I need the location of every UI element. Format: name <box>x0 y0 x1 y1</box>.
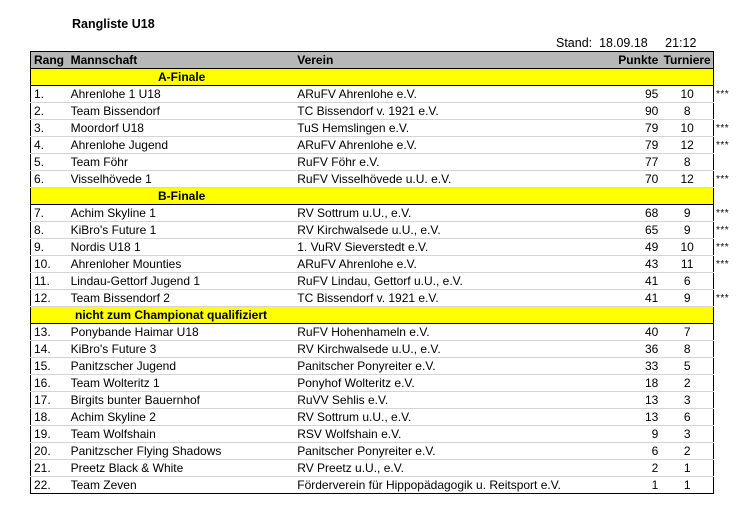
cell-rang: 4. <box>31 137 68 154</box>
cell-turniere: 10 <box>661 120 713 137</box>
cell-mannschaft: Ahrenlohe Jugend <box>68 137 295 154</box>
cell-verein: TC Bissendorf v. 1921 e.V. <box>294 290 601 307</box>
section-label: A-Finale <box>31 69 714 86</box>
table-row <box>31 290 714 307</box>
stand-time: 21:12 <box>665 36 697 50</box>
cell-verein: ARuFV Ahrenlohe e.V. <box>294 137 601 154</box>
qualified-mark: *** <box>716 292 730 304</box>
cell-verein: ARuFV Ahrenlohe e.V. <box>294 256 601 273</box>
cell-punkte: 6 <box>601 443 661 460</box>
cell-verein: RV Sottrum u.U., e.V. <box>294 205 601 222</box>
cell-rang: 15. <box>31 358 68 375</box>
table-row <box>31 222 714 239</box>
cell-punkte: 2 <box>601 460 661 477</box>
cell-verein: Ponyhof Wolteritz e.V. <box>294 375 601 392</box>
cell-turniere: 1 <box>661 460 713 477</box>
table-row <box>31 358 714 375</box>
cell-punkte: 95 <box>601 86 661 103</box>
cell-turniere: 10 <box>661 239 713 256</box>
cell-turniere: 10 <box>661 86 713 103</box>
cell-rang: 12. <box>31 290 68 307</box>
cell-punkte: 49 <box>601 239 661 256</box>
cell-verein: Panitscher Ponyreiter e.V. <box>294 443 601 460</box>
table-row <box>31 392 714 409</box>
table-row <box>31 154 714 171</box>
cell-turniere: 5 <box>661 358 713 375</box>
qualified-mark: *** <box>716 88 730 100</box>
cell-turniere: 2 <box>661 443 713 460</box>
cell-punkte: 40 <box>601 324 661 341</box>
cell-rang: 21. <box>31 460 68 477</box>
cell-verein: RV Kirchwalsede u.U., e.V. <box>294 341 601 358</box>
cell-rang: 5. <box>31 154 68 171</box>
cell-punkte: 9 <box>601 426 661 443</box>
table-row <box>31 120 714 137</box>
cell-mannschaft: Team Wolteritz 1 <box>68 375 295 392</box>
table-row <box>31 256 714 273</box>
cell-mannschaft: Preetz Black & White <box>68 460 295 477</box>
cell-mannschaft: Visselhövede 1 <box>68 171 295 188</box>
qualified-mark: *** <box>716 173 730 185</box>
stand-label: Stand: <box>556 36 593 50</box>
cell-verein: TuS Hemslingen e.V. <box>294 120 601 137</box>
cell-mannschaft: Ponybande Haimar U18 <box>68 324 295 341</box>
cell-turniere: 8 <box>661 341 713 358</box>
cell-rang: 20. <box>31 443 68 460</box>
qualified-mark: *** <box>716 207 730 219</box>
table-row <box>31 409 714 426</box>
cell-turniere: 9 <box>661 222 713 239</box>
cell-rang: 14. <box>31 341 68 358</box>
cell-punkte: 68 <box>601 205 661 222</box>
cell-mannschaft: Team Zeven <box>68 477 295 494</box>
cell-turniere: 3 <box>661 392 713 409</box>
qualified-mark: *** <box>716 258 730 270</box>
table-row <box>31 426 714 443</box>
cell-mannschaft: Panitzscher Flying Shadows <box>68 443 295 460</box>
cell-verein: RuVV Sehlis e.V. <box>294 392 601 409</box>
cell-rang: 19. <box>31 426 68 443</box>
cell-mannschaft: Achim Skyline 2 <box>68 409 295 426</box>
table-row <box>31 477 714 494</box>
cell-mannschaft: Achim Skyline 1 <box>68 205 295 222</box>
qualified-mark: *** <box>716 224 730 236</box>
section-row <box>31 188 714 205</box>
cell-verein: RSV Wolfshain e.V. <box>294 426 601 443</box>
cell-punkte: 1 <box>601 477 661 494</box>
cell-rang: 22. <box>31 477 68 494</box>
cell-rang: 10. <box>31 256 68 273</box>
header-mannschaft: Mannschaft <box>68 52 295 69</box>
cell-punkte: 18 <box>601 375 661 392</box>
header-turniere: Turniere <box>661 52 713 69</box>
cell-rang: 1. <box>31 86 68 103</box>
qualified-mark: *** <box>716 122 730 134</box>
cell-punkte: 13 <box>601 409 661 426</box>
cell-mannschaft: Birgits bunter Bauernhof <box>68 392 295 409</box>
cell-verein: RuFV Lindau, Gettorf u.U., e.V. <box>294 273 601 290</box>
cell-turniere: 12 <box>661 137 713 154</box>
cell-mannschaft: Team Bissendorf <box>68 103 295 120</box>
cell-turniere: 12 <box>661 171 713 188</box>
cell-turniere: 9 <box>661 290 713 307</box>
stand-date: 18.09.18 <box>599 36 648 50</box>
cell-mannschaft: Team Föhr <box>68 154 295 171</box>
cell-punkte: 90 <box>601 103 661 120</box>
cell-mannschaft: Panitzscher Jugend <box>68 358 295 375</box>
cell-turniere: 8 <box>661 154 713 171</box>
cell-verein: Förderverein für Hippopädagogik u. Reitsport e.V. <box>294 477 601 494</box>
cell-verein: RV Sottrum u.U., e.V. <box>294 409 601 426</box>
cell-punkte: 79 <box>601 120 661 137</box>
cell-verein: Panitscher Ponyreiter e.V. <box>294 358 601 375</box>
cell-rang: 11. <box>31 273 68 290</box>
cell-punkte: 41 <box>601 290 661 307</box>
cell-turniere: 6 <box>661 273 713 290</box>
qualified-mark: *** <box>716 241 730 253</box>
cell-verein: 1. VuRV Sieverstedt e.V. <box>294 239 601 256</box>
cell-turniere: 6 <box>661 409 713 426</box>
cell-punkte: 79 <box>601 137 661 154</box>
table-row <box>31 443 714 460</box>
cell-rang: 6. <box>31 171 68 188</box>
cell-turniere: 7 <box>661 324 713 341</box>
stand-line <box>556 36 696 50</box>
cell-turniere: 8 <box>661 103 713 120</box>
cell-mannschaft: Lindau-Gettorf Jugend 1 <box>68 273 295 290</box>
cell-mannschaft: KiBro's Future 3 <box>68 341 295 358</box>
cell-verein: ARuFV Ahrenlohe e.V. <box>294 86 601 103</box>
cell-punkte: 33 <box>601 358 661 375</box>
table-row <box>31 341 714 358</box>
section-label: nicht zum Championat qualifiziert <box>31 307 714 324</box>
cell-rang: 9. <box>31 239 68 256</box>
table-row <box>31 137 714 154</box>
ranking-table <box>30 51 714 494</box>
cell-punkte: 41 <box>601 273 661 290</box>
cell-mannschaft: Ahrenlohe 1 U18 <box>68 86 295 103</box>
cell-turniere: 3 <box>661 426 713 443</box>
table-row <box>31 375 714 392</box>
table-row <box>31 460 714 477</box>
header-punkte: Punkte <box>601 52 661 69</box>
cell-verein: RV Preetz u.U., e.V. <box>294 460 601 477</box>
cell-verein: RuFV Hohenhameln e.V. <box>294 324 601 341</box>
table-row <box>31 324 714 341</box>
cell-punkte: 43 <box>601 256 661 273</box>
header-rang: Rang <box>31 52 68 69</box>
cell-rang: 8. <box>31 222 68 239</box>
cell-verein: RV Kirchwalsede u.U., e.V. <box>294 222 601 239</box>
cell-punkte: 70 <box>601 171 661 188</box>
cell-mannschaft: Nordis U18 1 <box>68 239 295 256</box>
cell-verein: RuFV Visselhövede u.U. e.V. <box>294 171 601 188</box>
cell-punkte: 65 <box>601 222 661 239</box>
section-label: B-Finale <box>31 188 714 205</box>
cell-punkte: 13 <box>601 392 661 409</box>
cell-mannschaft: Moordorf U18 <box>68 120 295 137</box>
cell-mannschaft: Team Wolfshain <box>68 426 295 443</box>
cell-verein: RuFV Föhr e.V. <box>294 154 601 171</box>
cell-rang: 2. <box>31 103 68 120</box>
cell-rang: 7. <box>31 205 68 222</box>
cell-rang: 17. <box>31 392 68 409</box>
cell-rang: 13. <box>31 324 68 341</box>
page-title: Rangliste U18 <box>72 17 155 31</box>
cell-rang: 3. <box>31 120 68 137</box>
cell-turniere: 2 <box>661 375 713 392</box>
cell-turniere: 9 <box>661 205 713 222</box>
table-row <box>31 239 714 256</box>
cell-rang: 16. <box>31 375 68 392</box>
cell-turniere: 11 <box>661 256 713 273</box>
cell-punkte: 77 <box>601 154 661 171</box>
cell-mannschaft: KiBro's Future 1 <box>68 222 295 239</box>
cell-rang: 18. <box>31 409 68 426</box>
table-row <box>31 273 714 290</box>
table-row <box>31 205 714 222</box>
table-row <box>31 86 714 103</box>
cell-mannschaft: Ahrenloher Mounties <box>68 256 295 273</box>
table-row <box>31 171 714 188</box>
table-row <box>31 103 714 120</box>
table-header-row <box>31 52 714 69</box>
header-verein: Verein <box>294 52 601 69</box>
section-row <box>31 69 714 86</box>
cell-mannschaft: Team Bissendorf 2 <box>68 290 295 307</box>
cell-punkte: 36 <box>601 341 661 358</box>
qualified-mark: *** <box>716 139 730 151</box>
section-row <box>31 307 714 324</box>
cell-verein: TC Bissendorf v. 1921 e.V. <box>294 103 601 120</box>
cell-turniere: 1 <box>661 477 713 494</box>
